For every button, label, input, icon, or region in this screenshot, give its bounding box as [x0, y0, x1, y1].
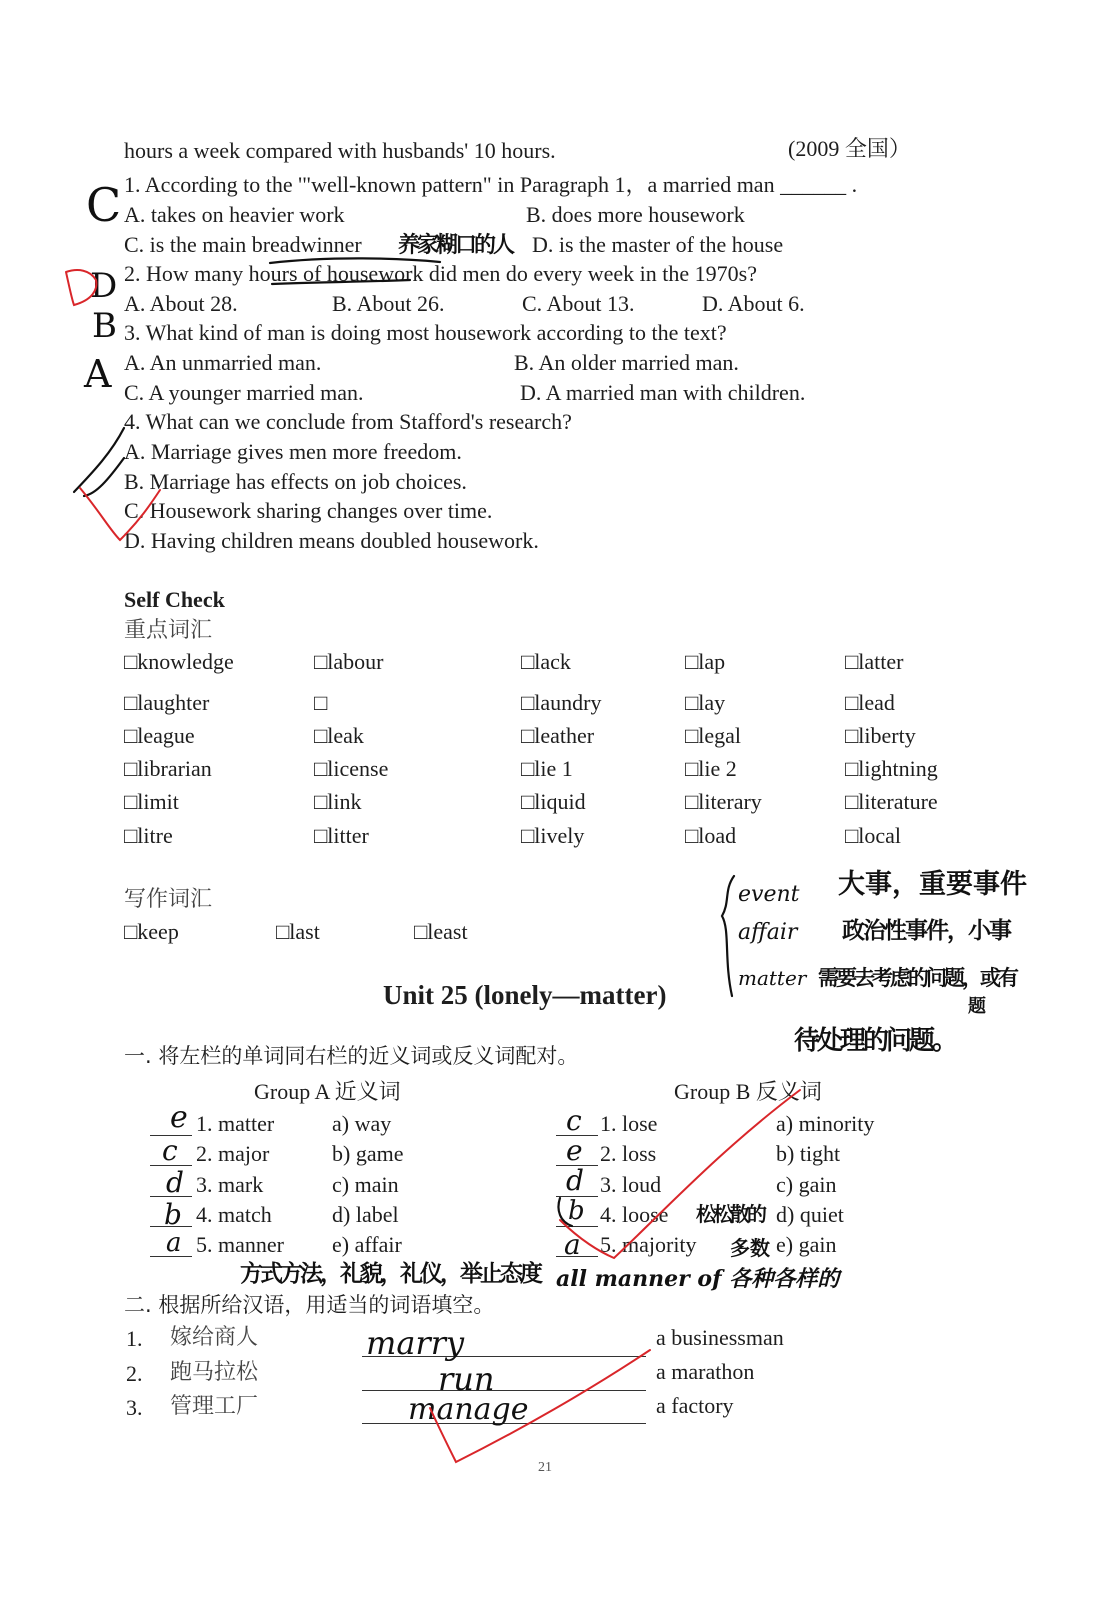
vocab-item[interactable]: □leak — [314, 723, 364, 748]
vocab-item[interactable]: □keep — [124, 919, 179, 944]
handwritten-match-answer: d — [566, 1164, 584, 1197]
vocab-item[interactable]: □local — [845, 823, 902, 848]
option: B. Marriage has effects on job choices. — [124, 469, 467, 494]
group-b-right: a) minority — [776, 1111, 875, 1136]
item-number: 2. — [126, 1361, 143, 1386]
self-check-title: Self Check — [124, 587, 225, 612]
check-stroke — [84, 458, 124, 496]
handwritten-match-answer: c — [566, 1104, 582, 1137]
handwritten-match-answer: c — [162, 1134, 178, 1167]
option: C. is the main breadwinner — [124, 232, 362, 257]
vocab-item[interactable]: □lap — [685, 649, 726, 674]
option: C. A younger married man. — [124, 380, 364, 405]
group-b-right: e) gain — [776, 1232, 837, 1257]
vocab-item[interactable]: □limit — [124, 789, 179, 814]
handwritten-match-answer: a — [166, 1228, 182, 1258]
item-tail: a businessman — [656, 1325, 784, 1350]
vocab-item[interactable]: □lack — [521, 649, 571, 674]
handwritten-q1-answer: C — [86, 178, 122, 232]
vocab-item[interactable]: □literature — [845, 789, 938, 814]
handwritten-side-meaning: 政治性事件，小事 — [842, 918, 1010, 944]
vocab-item[interactable]: □litre — [124, 823, 173, 848]
vocab-item[interactable]: □litter — [314, 823, 369, 848]
underline-stroke — [272, 280, 410, 284]
option: A. About 28. — [124, 291, 238, 316]
check-stroke — [74, 428, 124, 492]
underline-stroke — [270, 258, 440, 263]
group-b-right: b) tight — [776, 1141, 841, 1166]
vocab-item[interactable]: □liberty — [845, 723, 916, 748]
group-a-left: 5. manner — [196, 1232, 284, 1257]
handwritten-side-word: matter — [738, 966, 807, 990]
handwritten-match-answer: a — [564, 1228, 581, 1261]
group-a-right: e) affair — [332, 1232, 402, 1257]
group-b-left: 4. loose — [600, 1202, 669, 1227]
handwritten-answer: A — [84, 352, 112, 396]
item-number: 1. — [126, 1326, 143, 1351]
vocab-item[interactable]: □league — [124, 723, 195, 748]
handwritten-match-answer: d — [166, 1166, 184, 1199]
option: C. About 13. — [522, 291, 635, 316]
option: B. About 26. — [332, 291, 445, 316]
unit-title: Unit 25 (lonely—matter) — [383, 980, 667, 1010]
vocab-item[interactable]: □lie 2 — [685, 756, 737, 781]
handwritten-loose-note: 松松散的 — [696, 1202, 764, 1226]
vocab-item[interactable]: □license — [314, 756, 389, 781]
handwritten-side-word: event — [738, 882, 800, 907]
handwritten-side-meaning: 需要去考虑的问题，或有 — [818, 966, 1016, 990]
vocab-item[interactable]: □load — [685, 823, 737, 848]
vocab-item[interactable]: □ — [314, 690, 328, 715]
group-b-left: 1. lose — [600, 1111, 658, 1136]
handwritten-match-answer: b — [568, 1196, 585, 1226]
group-a-left: 2. major — [196, 1141, 270, 1166]
question-stem: 1. According to the '"well-known pattern" in Paragraph 1，a married man ______ . — [124, 172, 858, 197]
vocab-item[interactable]: □lead — [845, 690, 895, 715]
group-a-right: d) label — [332, 1202, 399, 1227]
handwritten-side-meaning: 待处理的问题。 — [794, 1026, 956, 1056]
item-chinese: 跑马拉松 — [170, 1359, 259, 1384]
group-b-title: Group B 反义词 — [674, 1079, 822, 1104]
handwritten-majority-note: 多数 — [730, 1236, 770, 1260]
group-a-left: 4. match — [196, 1202, 272, 1227]
vocab-item[interactable]: □labour — [314, 649, 384, 674]
handwritten-fill-answer: run — [438, 1360, 495, 1398]
red-check-stroke — [430, 1350, 650, 1462]
option: A. takes on heavier work — [124, 202, 345, 227]
vocab-item[interactable]: □least — [414, 919, 468, 944]
vocab-item[interactable]: □link — [314, 789, 362, 814]
group-b-left: 2. loss — [600, 1141, 657, 1166]
group-a-right: c) main — [332, 1172, 399, 1197]
top-line: hours a week compared with husbands' 10 hours. — [124, 138, 556, 163]
option: D. is the master of the house — [532, 232, 784, 257]
item-number: 3. — [126, 1395, 143, 1420]
vocab-item[interactable]: □laughter — [124, 690, 210, 715]
group-a-left: 3. mark — [196, 1172, 264, 1197]
vocab-item[interactable]: □legal — [685, 723, 742, 748]
question-stem: 4. What can we conclude from Stafford's research? — [124, 409, 572, 434]
vocab-item[interactable]: □laundry — [521, 690, 602, 715]
handwritten-side-meaning: 大事，重要事件 — [838, 869, 1027, 900]
option: D. About 6. — [702, 291, 805, 316]
red-check-stroke — [560, 1090, 800, 1258]
option: A. An unmarried man. — [124, 350, 322, 375]
group-a-right: b) game — [332, 1141, 404, 1166]
handwritten-breadwinner-note: 养家糊口的人 — [398, 233, 513, 258]
red-mark-stroke — [80, 488, 160, 540]
red-mark-stroke — [66, 270, 96, 305]
item-tail: a factory — [656, 1393, 734, 1418]
group-b-left: 5. majority — [600, 1232, 697, 1257]
option: D. Having children means doubled housework. — [124, 528, 539, 553]
vocab-item[interactable]: □liquid — [521, 789, 586, 814]
vocab-item[interactable]: □knowledge — [124, 649, 234, 674]
item-chinese: 嫁给商人 — [170, 1324, 259, 1349]
handwritten-match-answer: b — [164, 1198, 182, 1231]
handwritten-match-answer: e — [170, 1100, 188, 1135]
item-tail: a marathon — [656, 1359, 755, 1384]
question-stem: 3. What kind of man is doing most housework according to the text? — [124, 320, 727, 345]
handwritten-fill-answer: manage — [408, 1392, 529, 1427]
item-chinese: 管理工厂 — [170, 1393, 259, 1418]
group-b-left: 3. loud — [600, 1172, 662, 1197]
option: C. Housework sharing changes over time. — [124, 498, 493, 523]
handwritten-fill-answer: marry — [366, 1324, 465, 1362]
handwritten-manner-note: 方式方法，礼貌，礼仪，举止态度 — [240, 1261, 540, 1287]
group-b-right: c) gain — [776, 1172, 837, 1197]
handwritten-side-meaning: 题 — [968, 996, 986, 1017]
handwritten-side-word: affair — [738, 920, 798, 945]
vocab-item[interactable]: □lie 1 — [521, 756, 573, 781]
page-number: 21 — [538, 1460, 552, 1475]
option: D. A married man with children. — [520, 380, 806, 405]
handwritten-match-answer: e — [566, 1134, 583, 1167]
group-a-title: Group A 近义词 — [254, 1079, 401, 1104]
vocab-item[interactable]: □literary — [685, 789, 762, 814]
exercise2-instruction: 二. 根据所给汉语，用适当的词语填空。 — [124, 1293, 495, 1317]
source-label: (2009 全国） — [788, 136, 911, 161]
exercise1-instruction: 一. 将左栏的单词同右栏的近义词或反义词配对。 — [124, 1044, 579, 1068]
group-b-right: d) quiet — [776, 1202, 844, 1227]
question-stem: 2. How many hours of housework did men do every week in the 1970s? — [124, 261, 757, 286]
writing-vocab-label: 写作词汇 — [124, 886, 213, 911]
key-vocab-label: 重点词汇 — [124, 617, 213, 642]
option: B. An older married man. — [514, 350, 739, 375]
vocab-item[interactable]: □latter — [845, 649, 904, 674]
vocab-item[interactable]: □lively — [521, 823, 585, 848]
vocab-item[interactable]: □last — [276, 919, 320, 944]
group-a-right: a) way — [332, 1111, 392, 1136]
option: B. does more housework — [526, 202, 745, 227]
group-a-left: 1. matter — [196, 1111, 275, 1136]
option: A. Marriage gives men more freedom. — [124, 439, 462, 464]
handwritten-answer: B — [92, 306, 117, 346]
vocab-item[interactable]: □librarian — [124, 756, 212, 781]
vocab-item[interactable]: □leather — [521, 723, 595, 748]
vocab-item[interactable]: □lightning — [845, 756, 938, 781]
handwritten-all-manner-note: all manner of 各种各样的 — [556, 1266, 840, 1292]
handwritten-answer: D — [90, 266, 118, 306]
bracket-stroke — [722, 876, 734, 996]
vocab-item[interactable]: □lay — [685, 690, 726, 715]
